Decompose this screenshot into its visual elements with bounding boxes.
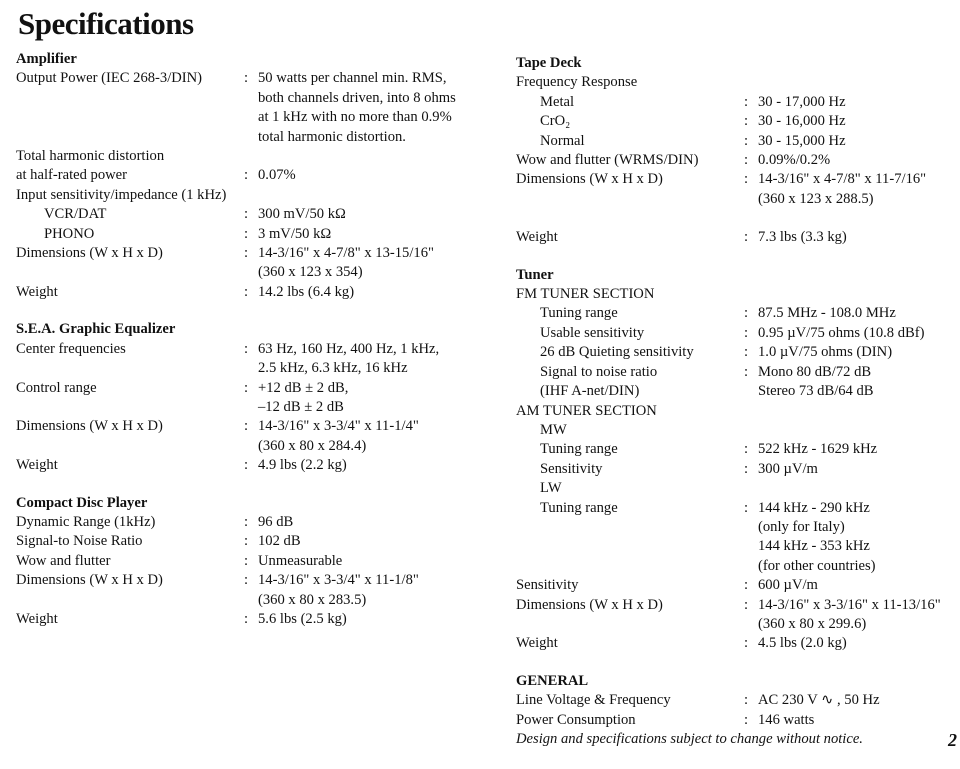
spec-row <box>16 283 496 302</box>
separator-colon <box>744 557 758 576</box>
separator-colon: : <box>744 441 749 458</box>
spec-value: 50 watts per channel min. RMS, <box>258 70 447 87</box>
spec-row <box>516 460 960 479</box>
section-title: Tuner <box>516 266 554 283</box>
spec-value: 0.07% <box>258 167 296 184</box>
spec-row <box>516 402 960 421</box>
separator-colon: : <box>744 460 749 477</box>
spec-label: Total harmonic distortion <box>16 148 165 165</box>
spec-value: 600 µV/m <box>758 577 818 594</box>
spec-value: both channels driven, into 8 ohms <box>258 89 456 106</box>
separator-colon: : <box>744 344 749 361</box>
spec-label: Wow and flutter <box>16 552 111 569</box>
spec-label <box>16 128 244 147</box>
spec-label: Dimensions (W x H x D) <box>516 171 663 188</box>
spec-row <box>516 73 960 92</box>
spec-label: (IHF A-net/DIN) <box>540 383 640 400</box>
spec-row <box>16 186 496 205</box>
spec-value: 30 - 17,000 Hz <box>758 93 846 110</box>
section-cd <box>16 494 496 630</box>
separator-colon <box>244 437 258 456</box>
separator-colon: : <box>744 305 749 322</box>
spec-value: Unmeasurable <box>258 552 343 569</box>
spec-value: 522 kHz - 1629 kHz <box>758 441 878 458</box>
separator-colon: : <box>244 533 249 550</box>
separator-colon <box>244 108 258 127</box>
spec-value: 146 watts <box>758 711 815 728</box>
spec-label: Dimensions (W x H x D) <box>16 418 163 435</box>
separator-colon <box>244 398 258 417</box>
spec-row <box>516 479 960 498</box>
spec-value: Stereo 73 dB/64 dB <box>758 383 874 400</box>
spec-value: (for other countries) <box>758 557 876 574</box>
separator-colon: : <box>244 206 249 223</box>
spec-value: 2.5 kHz, 6.3 kHz, 16 kHz <box>258 360 408 377</box>
page-title: Specifications <box>18 6 194 41</box>
spec-label: Signal to noise ratio <box>540 363 658 380</box>
spec-label <box>16 89 244 108</box>
spec-value: (360 x 80 x 299.6) <box>758 615 867 632</box>
spec-value: 30 - 15,000 Hz <box>758 132 846 149</box>
left-column <box>16 50 496 647</box>
spec-label: Usable sensitivity <box>540 324 645 341</box>
separator-colon: : <box>244 70 249 87</box>
spec-label <box>16 263 244 282</box>
spec-value: (only for Italy) <box>758 518 845 535</box>
separator-colon: : <box>744 324 749 341</box>
section-equalizer <box>16 320 496 475</box>
separator-colon <box>744 537 758 556</box>
spec-value: 300 µV/m <box>758 460 818 477</box>
spec-value: (360 x 123 x 288.5) <box>758 190 874 207</box>
spec-row <box>16 205 496 224</box>
spec-row <box>516 324 960 343</box>
spec-value: total harmonic distortion. <box>258 128 406 145</box>
spec-value: 144 kHz - 290 kHz <box>758 499 870 516</box>
spec-row <box>16 166 496 185</box>
spec-row <box>16 532 496 551</box>
separator-colon: : <box>744 93 749 110</box>
spec-row <box>516 285 960 304</box>
spec-row <box>516 691 960 710</box>
separator-colon: : <box>244 552 249 569</box>
spec-value: AC 230 V ∿ , 50 Hz <box>758 692 880 709</box>
spec-row <box>516 228 960 247</box>
separator-colon <box>244 263 258 282</box>
spec-value: +12 dB ± 2 dB, <box>258 379 349 396</box>
spec-value: 144 kHz - 353 kHz <box>758 538 870 555</box>
separator-colon: : <box>744 499 749 516</box>
separator-colon: : <box>744 132 749 149</box>
spec-label: Dimensions (W x H x D) <box>516 596 663 613</box>
section-title: Tape Deck <box>516 55 582 71</box>
right-column <box>516 54 960 767</box>
separator-colon: : <box>744 229 749 246</box>
spec-label: Dimensions (W x H x D) <box>16 572 163 589</box>
spec-value: (360 x 80 x 283.5) <box>258 591 367 608</box>
spec-label <box>516 190 744 209</box>
section-title: GENERAL <box>516 672 589 689</box>
separator-colon: : <box>744 171 749 188</box>
separator-colon: : <box>244 167 249 184</box>
separator-colon <box>744 518 758 537</box>
spec-row <box>516 440 960 459</box>
separator-colon: : <box>744 635 749 652</box>
spec-label: Tuning range <box>540 441 618 458</box>
spec-label: VCR/DAT <box>44 206 107 223</box>
spec-row <box>516 499 960 518</box>
spec-row <box>516 615 960 634</box>
spec-label: 26 dB Quieting sensitivity <box>540 344 694 361</box>
spec-row <box>516 170 960 189</box>
spec-label <box>16 437 244 456</box>
spec-value: 14.2 lbs (6.4 kg) <box>258 283 355 300</box>
separator-colon <box>244 89 258 108</box>
spec-label: Weight <box>16 457 58 474</box>
spec-value: 5.6 lbs (2.5 kg) <box>258 610 347 627</box>
spec-value: (360 x 123 x 354) <box>258 264 363 281</box>
separator-colon: : <box>744 113 749 130</box>
spec-label: Frequency Response <box>516 74 638 91</box>
spec-value: 14-3/16" x 4-7/8" x 13-15/16" <box>258 245 434 262</box>
spec-label: Weight <box>16 283 58 300</box>
spec-label: Dynamic Range (1kHz) <box>16 513 156 530</box>
spec-label: Sensitivity <box>516 577 579 594</box>
spec-label: Dimensions (W x H x D) <box>16 245 163 262</box>
spec-label: Control range <box>16 379 97 396</box>
spec-row <box>516 596 960 615</box>
section-amplifier <box>16 50 496 302</box>
spec-row <box>16 379 496 398</box>
separator-colon <box>744 190 758 209</box>
section-title: Compact Disc Player <box>16 494 148 511</box>
spec-row <box>16 610 496 629</box>
spec-row <box>16 89 496 108</box>
spec-label: AM TUNER SECTION <box>516 402 657 419</box>
separator-colon <box>744 615 758 634</box>
spec-row <box>516 151 960 170</box>
spec-label: Normal <box>540 132 585 149</box>
spec-row <box>516 711 960 730</box>
spec-label: Signal-to Noise Ratio <box>16 533 143 550</box>
spec-value: 7.3 lbs (3.3 kg) <box>758 229 847 246</box>
separator-colon: : <box>744 711 749 728</box>
spec-value: 63 Hz, 160 Hz, 400 Hz, 1 kHz, <box>258 340 440 357</box>
separator-colon: : <box>244 245 249 262</box>
section-title: S.E.A. Graphic Equalizer <box>16 321 176 338</box>
spec-label: Weight <box>16 610 58 627</box>
section-title: Amplifier <box>16 51 77 67</box>
spec-label <box>16 108 244 127</box>
spec-label: FM TUNER SECTION <box>516 286 655 303</box>
section-tape <box>516 54 960 248</box>
section-general <box>516 672 960 750</box>
spec-row <box>516 190 960 209</box>
spec-row <box>516 382 960 401</box>
spec-value: at 1 kHz with no more than 0.9% <box>258 109 452 126</box>
spec-value: 14-3/16" x 3-3/4" x 11-1/4" <box>258 418 419 435</box>
spec-label: Weight <box>516 635 558 652</box>
separator-colon: : <box>244 418 249 435</box>
spec-value: 87.5 MHz - 108.0 MHz <box>758 305 896 322</box>
spec-label: Weight <box>516 229 558 246</box>
spec-value: 0.95 µV/75 ohms (10.8 dBf) <box>758 324 925 341</box>
separator-colon: : <box>744 577 749 594</box>
spec-label: Sensitivity <box>540 460 603 477</box>
spec-label: Center frequencies <box>16 340 126 357</box>
separator-colon <box>244 359 258 378</box>
disclaimer-note: Design and specifications subject to change without notice. <box>516 731 863 747</box>
spec-label: Metal <box>540 93 575 110</box>
spec-row <box>16 147 496 166</box>
spec-label: MW <box>540 421 567 438</box>
spec-row <box>16 263 496 282</box>
separator-colon: : <box>244 572 249 589</box>
spec-row <box>16 417 496 436</box>
spec-label: LW <box>540 480 562 497</box>
spec-label <box>16 591 244 610</box>
spec-value: 3 mV/50 kΩ <box>258 225 332 242</box>
spec-value: 4.9 lbs (2.2 kg) <box>258 457 347 474</box>
spec-label: Tuning range <box>540 305 618 322</box>
spec-row <box>16 244 496 263</box>
separator-colon: : <box>244 513 249 530</box>
spec-row <box>16 456 496 475</box>
spec-label: at half-rated power <box>16 167 128 184</box>
spec-row <box>516 343 960 362</box>
spec-label <box>516 537 744 556</box>
spec-row <box>16 571 496 590</box>
spec-row <box>16 591 496 610</box>
spec-row <box>16 437 496 456</box>
separator-colon: : <box>244 610 249 627</box>
separator-colon: : <box>244 340 249 357</box>
spec-row <box>16 340 496 359</box>
separator-colon: : <box>244 225 249 242</box>
spec-value: 14-3/16" x 3-3/16" x 11-13/16" <box>758 596 941 613</box>
separator-colon: : <box>744 152 749 169</box>
separator-colon: : <box>244 379 249 396</box>
spec-row <box>516 93 960 112</box>
separator-colon: : <box>244 283 249 300</box>
spec-label: Tuning range <box>540 499 618 516</box>
spec-row <box>16 552 496 571</box>
spec-row <box>516 537 960 556</box>
spec-row <box>516 518 960 537</box>
spec-label <box>516 615 744 634</box>
separator-colon: : <box>744 363 749 380</box>
spec-value: 4.5 lbs (2.0 kg) <box>758 635 847 652</box>
spec-value: 14-3/16" x 3-3/4" x 11-1/8" <box>258 572 419 589</box>
spec-value: (360 x 80 x 284.4) <box>258 437 367 454</box>
spec-value: 300 mV/50 kΩ <box>258 206 346 223</box>
spec-value: 30 - 16,000 Hz <box>758 113 846 130</box>
spec-row <box>16 513 496 532</box>
spec-label <box>516 518 744 537</box>
spec-row <box>16 69 496 88</box>
spec-label: Line Voltage & Frequency <box>516 692 671 709</box>
spec-row <box>516 304 960 323</box>
spec-value: 102 dB <box>258 533 301 550</box>
separator-colon: : <box>744 596 749 613</box>
spec-row <box>516 363 960 382</box>
separator-colon <box>244 591 258 610</box>
spec-row <box>16 359 496 378</box>
spec-label <box>16 398 244 417</box>
separator-colon <box>244 128 258 147</box>
spec-row <box>16 398 496 417</box>
spec-value: Mono 80 dB/72 dB <box>758 363 872 380</box>
page-number: 2 <box>948 730 957 750</box>
spec-label: Input sensitivity/impedance (1 kHz) <box>16 186 227 203</box>
spec-value: 1.0 µV/75 ohms (DIN) <box>758 344 893 361</box>
spec-row <box>516 112 960 131</box>
section-tuner <box>516 266 960 654</box>
spec-row <box>516 421 960 440</box>
spec-label: Power Consumption <box>516 711 636 728</box>
spec-row <box>516 634 960 653</box>
spec-value: 14-3/16" x 4-7/8" x 11-7/16" <box>758 171 927 188</box>
separator-colon: : <box>744 692 749 709</box>
spec-label: Output Power (IEC 268-3/DIN) <box>16 70 203 87</box>
spec-label: PHONO <box>44 225 95 242</box>
spec-value: 0.09%/0.2% <box>758 152 831 169</box>
spec-row <box>516 132 960 151</box>
spec-row <box>516 576 960 595</box>
spec-row <box>16 128 496 147</box>
spec-row <box>16 225 496 244</box>
spec-label <box>16 359 244 378</box>
spec-value: –12 dB ± 2 dB <box>258 398 344 415</box>
spec-label: CrO₂ <box>540 113 571 130</box>
spec-label: Wow and flutter (WRMS/DIN) <box>516 152 699 169</box>
spec-row <box>16 108 496 127</box>
separator-colon: : <box>244 457 249 474</box>
spec-row <box>516 557 960 576</box>
spec-label <box>516 557 744 576</box>
spec-value: 96 dB <box>258 513 294 530</box>
separator-colon <box>744 382 758 401</box>
